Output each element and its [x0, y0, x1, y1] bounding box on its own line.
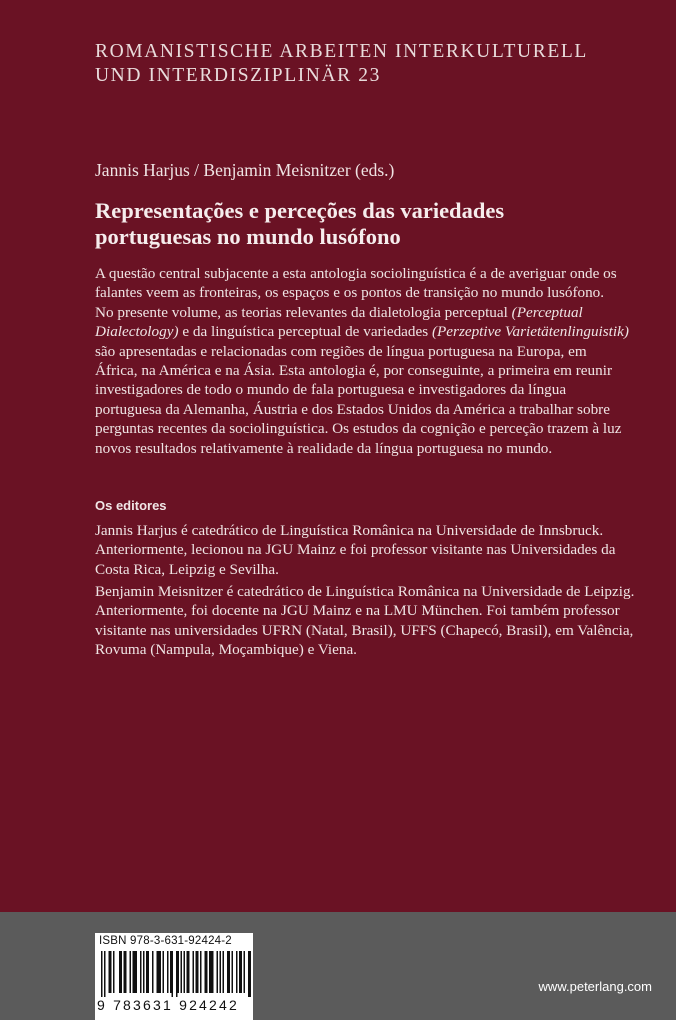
barcode-bar — [178, 951, 180, 993]
barcode-bar — [193, 951, 195, 993]
barcode-bar — [104, 951, 106, 997]
series-title — [95, 40, 615, 88]
barcode-bar — [196, 951, 198, 993]
barcode-bar — [211, 951, 213, 993]
isbn-text: ISBN 978-3-631-92424-2 — [99, 935, 232, 947]
series-title-line-1: ROMANISTISCHE ARBEITEN INTERKULTURELL — [95, 41, 588, 62]
barcode-bar — [241, 951, 243, 993]
bio-line: Anteriormente, foi docente na JGU Mainz e na LMU München. Foi também professor — [95, 602, 620, 620]
bio-line: Rovuma (Nampula, Moçambique) e Viena. — [95, 641, 357, 659]
barcode-label — [95, 933, 253, 1020]
barcode-bar — [113, 951, 115, 993]
barcode-bar — [170, 951, 172, 993]
barcode-bar — [136, 951, 138, 993]
barcode-bar — [163, 951, 165, 993]
barcode-bar — [209, 951, 211, 993]
barcode-bar — [223, 951, 225, 993]
bio-line: Jannis Harjus é catedrático de Linguística Românica na Universidade de Innsbruck. — [95, 522, 604, 539]
barcode-bar — [134, 951, 136, 993]
abstract-italic-term: (Perzeptive Varietätenlinguistik) — [431, 323, 629, 341]
barcode-bar — [244, 951, 246, 993]
barcode-bar — [109, 951, 111, 993]
editor-bio-meisnitzer — [95, 582, 660, 660]
bio-line: Anteriormente, lecionou na JGU Mainz e foi professor visitante nas Universidades da — [95, 541, 616, 559]
abstract-line: portuguesa da Alemanha, Áustria e dos Estados Unidos da América a trabalhar sobre — [95, 400, 610, 418]
barcode-bar — [152, 951, 154, 993]
abstract-text: No presente volume, as teorias relevantes da dialetologia perceptual — [95, 303, 512, 321]
abstract-line: investigadores de todo o mundo de fala portuguesa e investigadores da língua — [95, 381, 567, 399]
barcode-bar — [157, 951, 159, 993]
series-title-line-2: UND INTERDISZIPLINÄR 23 — [95, 65, 381, 86]
barcode-bar — [200, 951, 202, 993]
barcode-bar — [212, 951, 214, 993]
abstract-paragraph — [95, 264, 660, 458]
book-title-line-2: portuguesas no mundo lusófono — [95, 224, 401, 249]
barcode-bar — [184, 951, 186, 993]
barcode-bar — [140, 951, 142, 993]
bio-line: visitante nas universidades UFRN (Natal, Brasil), UFFS (Chapecó, Brasil), em Valência, — [95, 621, 634, 639]
bio-line: Costa Rica, Leipzig e Sevilha. — [95, 560, 279, 578]
barcode-digits: 9 783631 924242 — [97, 997, 239, 1013]
barcode-bar — [248, 951, 250, 997]
barcode-bar — [181, 951, 183, 993]
barcode-bar — [205, 951, 207, 993]
barcode-bar — [188, 951, 190, 993]
abstract-line: perguntas recentes da sociolinguística. Os estudos da cognição e perceção trazem à luz — [95, 420, 622, 438]
footer-band — [0, 912, 676, 1020]
barcode-bar — [124, 951, 126, 993]
barcode-bar — [119, 951, 121, 993]
barcode-bar — [101, 951, 103, 997]
abstract-line: novos resultados relativamente à realidade da língua portuguesa no mundo. — [95, 439, 553, 457]
abstract-line: A questão central subjacente a esta antologia sociolinguística é a de averiguar onde os — [95, 265, 617, 282]
barcode-icon — [97, 951, 251, 997]
barcode-bar — [206, 951, 208, 993]
abstract-text: e da linguística perceptual de variedades — [178, 323, 432, 341]
editors-heading: Os editores — [95, 498, 167, 513]
barcode-bar — [232, 951, 234, 993]
barcode-bar — [172, 951, 174, 997]
abstract-line: falantes veem as fronteiras, os espaços e os pontos de transição no mundo lusófono. — [95, 284, 605, 302]
barcode-bar — [110, 951, 112, 993]
barcode-bar — [187, 951, 189, 993]
abstract-line — [95, 322, 660, 341]
editors-line: Jannis Harjus / Benjamin Meisnitzer (eds.) — [95, 160, 395, 180]
abstract-italic-term: Dialectology) — [95, 323, 179, 341]
barcode-bar — [133, 951, 135, 993]
abstract-line — [95, 303, 660, 322]
book-title-line-1: Representações e perceções das variedades — [95, 198, 505, 223]
barcode-bar — [121, 951, 123, 993]
barcode-bar — [146, 951, 148, 993]
barcode-bar — [176, 951, 178, 997]
barcode-bar — [148, 951, 150, 993]
abstract-line: África, na América e na Ásia. Esta antologia é, por conseguinte, a primeira em reunir — [95, 362, 613, 380]
barcode-bar — [158, 951, 160, 993]
abstract-line: são apresentadas e relacionadas com regiões de língua portuguesa na Europa, em — [95, 342, 587, 360]
barcode-bar — [167, 951, 169, 993]
abstract-italic-term: (Perceptual — [511, 303, 583, 321]
barcode-bar — [160, 951, 162, 993]
barcode-bar — [220, 951, 222, 993]
barcode-bar — [250, 951, 252, 997]
barcode-bar — [143, 951, 145, 993]
publisher-website-link[interactable]: www.peterlang.com — [538, 979, 652, 994]
editor-bio-harjus — [95, 521, 660, 579]
barcode-bar — [229, 951, 231, 993]
barcode-bar — [227, 951, 229, 993]
barcode-bar — [236, 951, 238, 993]
barcode-bar — [239, 951, 241, 993]
book-title — [95, 198, 615, 250]
barcode-bar — [217, 951, 219, 993]
barcode-bar — [197, 951, 199, 993]
barcode-bar — [130, 951, 132, 993]
bio-line: Benjamin Meisnitzer é catedrático de Linguística Românica na Universidade de Leipzig. — [95, 583, 635, 600]
barcode-bar — [125, 951, 127, 993]
